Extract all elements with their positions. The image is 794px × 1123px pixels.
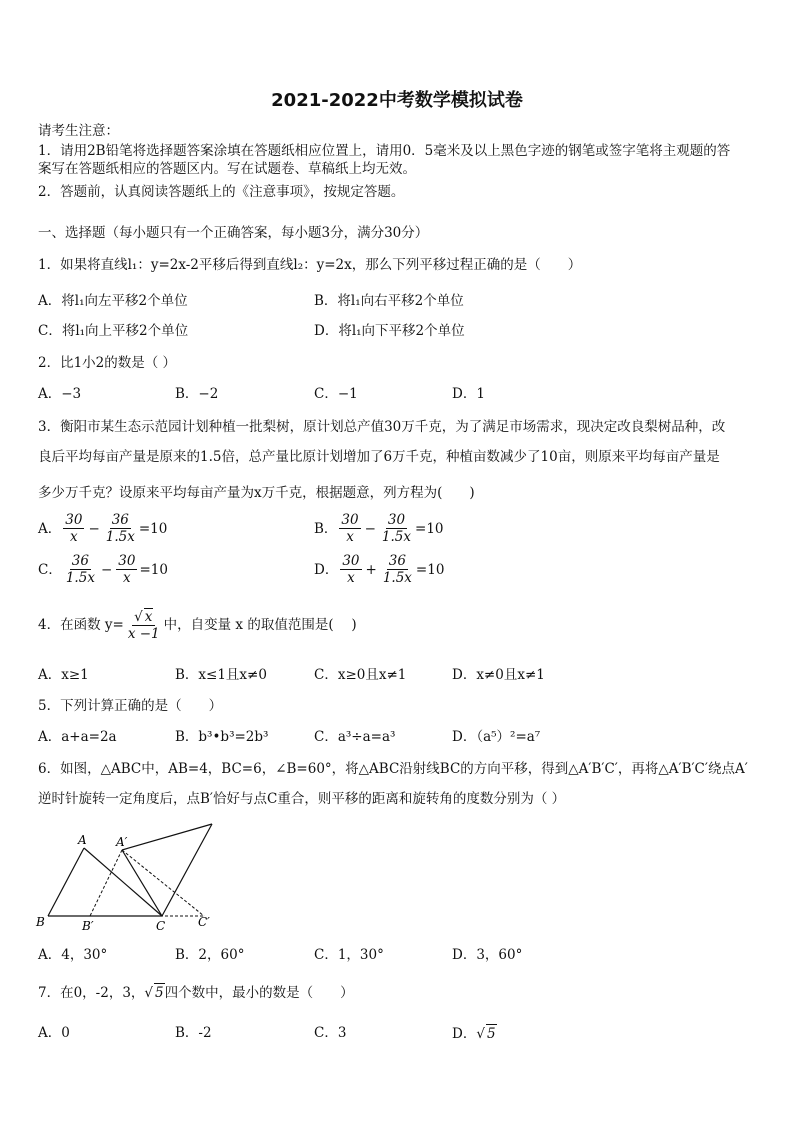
q1-option-b[interactable]: B．将l₁向右平移2个单位 bbox=[314, 293, 464, 309]
q3-b-fraction-1: $\frac{30}{x}$ bbox=[341, 512, 359, 545]
q3-b-fraction-2: $\frac{30}{1.5x}$ bbox=[381, 512, 412, 545]
q3-option-a[interactable]: A． $\frac{30}{x}$ − $\frac{36}{1.5x}$ =10 bbox=[38, 512, 168, 545]
q5-option-c[interactable]: C．a³÷a=a³ bbox=[314, 729, 396, 745]
q7-option-c[interactable]: C．3 bbox=[314, 1025, 347, 1041]
q2-option-a[interactable]: A．−3 bbox=[38, 386, 82, 402]
segment-ab bbox=[48, 848, 84, 916]
question-5-stem: 5．下列计算正确的是（ ） bbox=[38, 698, 223, 714]
q2-option-d[interactable]: D．1 bbox=[452, 386, 485, 402]
notice-line-1: 1．请用2B铅笔将选择题答案涂填在答题纸相应位置上，请用0．5毫米及以上黑色字迹的钢笔或签字笔将主观题的答 bbox=[38, 143, 731, 159]
page-title: 2021-2022中考数学模拟试卷 bbox=[271, 90, 523, 111]
question-3-stem-3: 多少万千克？设原来平均每亩产量为x万千克，根据题意，列方程为( ) bbox=[38, 485, 475, 501]
q5-option-a[interactable]: A．a+a=2a bbox=[38, 729, 117, 745]
q1-option-c[interactable]: C．将l₁向上平移2个单位 bbox=[38, 323, 189, 339]
q3-a-fraction-2: $\frac{36}{1.5x}$ bbox=[105, 512, 135, 545]
label-b-prime: B′ bbox=[82, 919, 94, 933]
q3-option-b[interactable]: B． $\frac{30}{x}$ − $\frac{30}{1.5x}$ =10 bbox=[314, 512, 444, 545]
q7-option-a[interactable]: A．0 bbox=[38, 1025, 70, 1041]
q3-option-d[interactable]: D． $\frac{30}{x}$ + $\frac{36}{1.5x}$ =10 bbox=[314, 553, 445, 586]
question-6-stem-1: 6．如图，△ABC中，AB=4，BC=6，∠B=60°，将△ABC沿射线BC的方向平移，得到△A′B′C′，再将△A′B′C′绕点A′ bbox=[38, 761, 748, 777]
q3-c-label: C． bbox=[38, 561, 62, 578]
triangle-translation-figure bbox=[30, 818, 230, 936]
segment-a1-c1 bbox=[122, 850, 204, 916]
label-a-prime: A′ bbox=[116, 835, 128, 849]
q6-option-c[interactable]: C．1，30° bbox=[314, 947, 384, 963]
segment-ac bbox=[84, 848, 162, 916]
q6-option-b[interactable]: B．2，60° bbox=[175, 947, 245, 963]
q2-option-b[interactable]: B．−2 bbox=[175, 386, 219, 402]
notice-line-2: 案写在答题纸相应的答题区内。写在试题卷、草稿纸上均无效。 bbox=[38, 161, 416, 177]
q3-c-fraction-1: $\frac{36}{1.5x}$ bbox=[65, 553, 95, 586]
notice-line-3: 2．答题前，认真阅读答题纸上的《注意事项》，按规定答题。 bbox=[38, 184, 405, 200]
q7-option-d[interactable]: D．√ 5 bbox=[452, 1026, 496, 1042]
segment-a1-c bbox=[122, 850, 162, 916]
q3-d-fraction-1: $\frac{30}{x}$ bbox=[342, 553, 360, 586]
segment-a1-top bbox=[122, 824, 212, 850]
question-3-stem-2: 良后平均每亩产量是原来的1.5倍，总产量比原计划增加了6万千克，种植亩数减少了10亩，则原来平均每亩产量是 bbox=[38, 449, 720, 465]
q4-option-b[interactable]: B．x≤1且x≠0 bbox=[175, 667, 267, 683]
section-heading: 一、选择题（每小题只有一个正确答案，每小题3分，满分30分） bbox=[38, 225, 429, 241]
question-4-stem: 4．在函数 y= $\frac{√ x}{x -1}$ 中，自变量 x 的取值范围是( ) bbox=[38, 609, 357, 642]
q5-option-b[interactable]: B．b³•b³=2b³ bbox=[175, 729, 269, 745]
q5-option-d[interactable]: D．（a⁵）²=a⁷ bbox=[452, 729, 541, 745]
q3-a-fraction-1: $\frac{30}{x}$ bbox=[65, 512, 83, 545]
q3-d-label: D． bbox=[314, 561, 339, 578]
segment-top-c bbox=[162, 824, 212, 916]
q6-option-d[interactable]: D．3，60° bbox=[452, 947, 523, 963]
sqrt-5: √ 5 bbox=[144, 985, 164, 1001]
q3-a-label: A． bbox=[38, 520, 62, 537]
question-2-stem: 2．比1小2的数是（ ） bbox=[38, 355, 177, 371]
question-7-stem: 7．在0，-2，3，√ 5四个数中，最小的数是（ ） bbox=[38, 985, 354, 1001]
q3-c-fraction-2: $\frac{30}{x}$ bbox=[118, 553, 136, 586]
segment-a1-b1 bbox=[90, 850, 122, 916]
notice-heading: 请考生注意： bbox=[38, 123, 119, 139]
question-6-stem-2: 逆时针旋转一定角度后，点B′恰好与点C重合，则平移的距离和旋转角的度数分别为（ ） bbox=[38, 791, 566, 807]
label-b: B bbox=[36, 915, 45, 929]
q3-option-c[interactable]: C． $\frac{36}{1.5x}$ − $\frac{30}{x}$ =10 bbox=[38, 553, 168, 586]
q2-option-c[interactable]: C．−1 bbox=[314, 386, 358, 402]
q3-d-fraction-2: $\frac{36}{1.5x}$ bbox=[382, 553, 412, 586]
q3-b-label: B． bbox=[314, 520, 338, 537]
q7-option-b[interactable]: B．-2 bbox=[175, 1025, 212, 1041]
q4-option-c[interactable]: C．x≥0且x≠1 bbox=[314, 667, 407, 683]
q1-option-d[interactable]: D．将l₁向下平移2个单位 bbox=[314, 323, 465, 339]
question-1-stem: 1．如果将直线l₁：y=2x-2平移后得到直线l₂：y=2x，那么下列平移过程正确的是（ ） bbox=[38, 257, 582, 273]
question-3-stem-1: 3．衡阳市某生态示范园计划种植一批梨树，原计划总产值30万千克，为了满足市场需求，现决定改良梨树品种，改 bbox=[38, 419, 726, 435]
label-a: A bbox=[78, 833, 87, 847]
label-c: C bbox=[156, 919, 166, 933]
q1-option-a[interactable]: A．将l₁向左平移2个单位 bbox=[38, 293, 188, 309]
label-c-prime: C′ bbox=[198, 915, 210, 929]
q4-option-a[interactable]: A．x≥1 bbox=[38, 667, 89, 683]
q6-option-a[interactable]: A．4，30° bbox=[38, 947, 108, 963]
q4-function-fraction: $\frac{√ x}{x -1}$ bbox=[127, 609, 160, 642]
q4-option-d[interactable]: D．x≠0且x≠1 bbox=[452, 667, 545, 683]
